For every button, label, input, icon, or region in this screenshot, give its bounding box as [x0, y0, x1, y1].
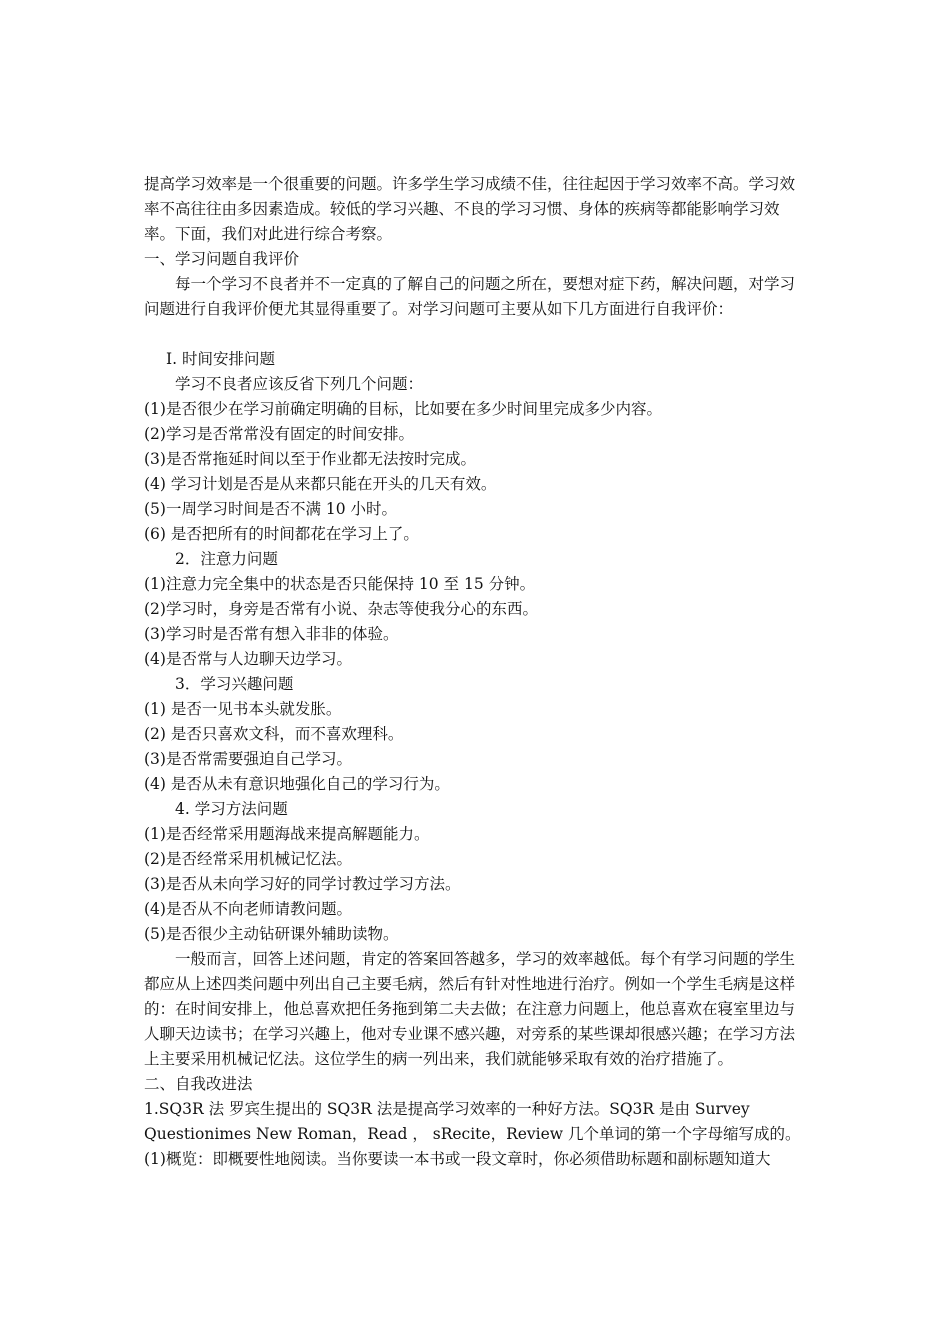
time-item: (4) 学习计划是否是从来都只能在开头的几天有效。 [144, 475, 497, 493]
sq3r-paragraph: 1.SQ3R 法 罗宾生提出的 SQ3R 法是提高学习效率的一种好方法。SQ3R 是由 Survey Questionimes New Roman，Read ， sRecite，Review 几个单词的第一个字母缩写成的。 [144, 1100, 801, 1143]
interest-item: (3)是否常需要强迫自己学习。 [144, 750, 352, 768]
attention-item: (4)是否常与人边聊天边学习。 [144, 650, 352, 668]
time-item: (3)是否常拖延时间以至于作业都无法按时完成。 [144, 450, 476, 468]
time-lead: 学习不良者应该反省下列几个问题： [175, 375, 424, 393]
time-item: (5)一周学习时间是否不满 10 小时。 [144, 500, 398, 518]
interest-heading: 3．学习兴趣问题 [175, 675, 294, 693]
attention-item: (1)注意力完全集中的状态是否只能保持 10 至 15 分钟。 [144, 575, 536, 593]
interest-item: (1) 是否一见书本头就发胀。 [144, 700, 342, 718]
time-item: (1)是否很少在学习前确定明确的目标，比如要在多少时间里完成多少内容。 [144, 400, 662, 418]
interest-item: (2) 是否只喜欢文科，而不喜欢理科。 [144, 725, 404, 743]
attention-item: (2)学习时，身旁是否常有小说、杂志等使我分心的东西。 [144, 600, 538, 618]
method-item: (1)是否经常采用题海战来提高解题能力。 [144, 825, 430, 843]
intro-paragraph: 提高学习效率是一个很重要的问题。许多学生学习成绩不佳，往往起因于学习效率不高。学习效率不高往往由多因素造成。较低的学习兴趣、不良的学习习惯、身体的疾病等都能影响学习效率。下面，我们对此进行综合考察。 [144, 175, 796, 243]
section-1-paragraph: 每一个学习不良者并不一定真的了解自己的问题之所在，要想对症下药，解决问题，对学习问题进行自我评价便尤其显得重要了。对学习问题可主要从如下几方面进行自我评价： [144, 275, 796, 318]
blank-line [144, 322, 808, 347]
method-item: (5)是否很少主动钻研课外辅助读物。 [144, 925, 399, 943]
time-item: (6) 是否把所有的时间都花在学习上了。 [144, 525, 419, 543]
method-item: (4)是否从不向老师请教问题。 [144, 900, 352, 918]
section-1-title: 一、学习问题自我评价 [144, 250, 300, 268]
attention-item: (3)学习时是否常有想入非非的体验。 [144, 625, 399, 643]
method-item: (2)是否经常采用机械记忆法。 [144, 850, 352, 868]
summary-paragraph: 一般而言，回答上述问题，肯定的答案回答越多，学习的效率越低。每个有学习问题的学生都应从上述四类问题中列出自己主要毛病，然后有针对性地进行治疗。例如一个学生毛病是这样的：在时间安排上，他总喜欢把任务拖到第二夫去做；在注意力问题上，他总喜欢在寝室里边与人聊天边读书；在学习兴趣上，他对专业课不感兴趣，对旁系的某些课却很感兴趣；在学习方法上主要采用机械记忆法。这位学生的病一列出来，我们就能够采取有效的治疗措施了。 [144, 950, 796, 1068]
time-item: (2)学习是否常常没有固定的时间安排。 [144, 425, 414, 443]
attention-heading: 2．注意力问题 [175, 550, 278, 568]
time-heading: I. 时间安排问题 [166, 350, 275, 368]
document-body [144, 172, 808, 1172]
overview-paragraph: (1)概览：即概要性地阅读。当你要读一本书或一段文章时，你必须借助标题和副标题知道大 [144, 1150, 771, 1168]
section-2-title: 二、自我改进法 [144, 1075, 253, 1093]
method-item: (3)是否从未向学习好的同学讨教过学习方法。 [144, 875, 461, 893]
method-heading: 4. 学习方法问题 [175, 800, 288, 818]
interest-item: (4) 是否从未有意识地强化自己的学习行为。 [144, 775, 450, 793]
